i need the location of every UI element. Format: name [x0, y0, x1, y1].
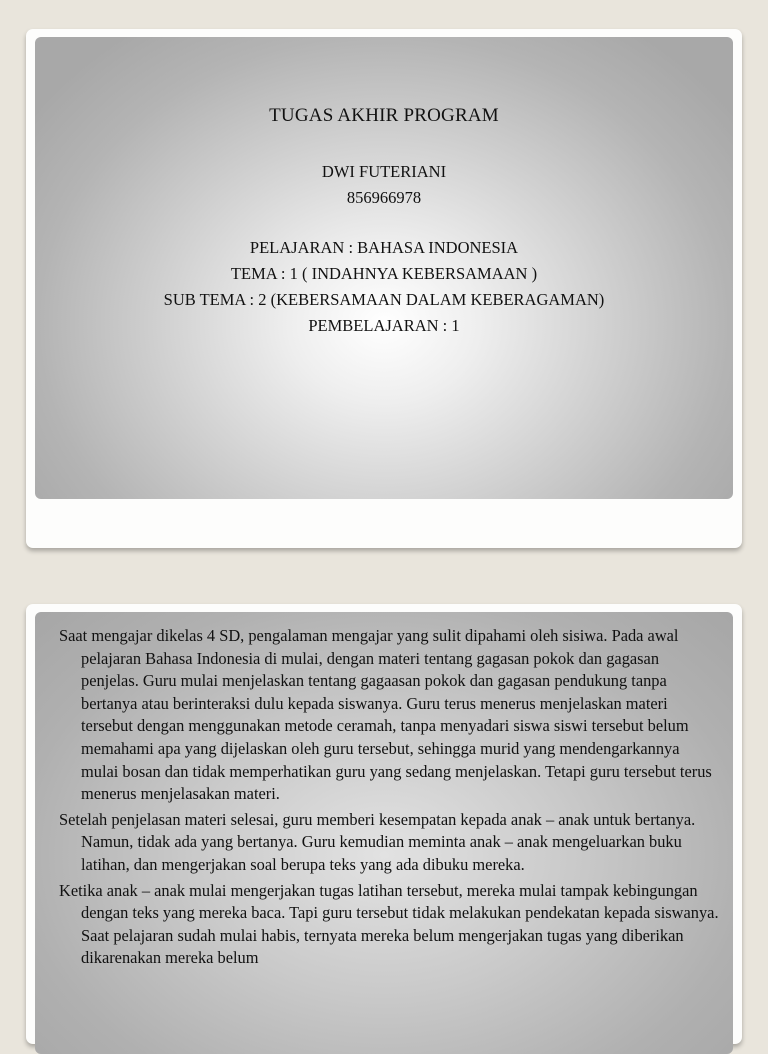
reflection-text: [59, 625, 719, 973]
theme-line: TEMA : 1 ( INDAHNYA KEBERSAMAAN ): [230, 264, 538, 283]
author-name: DWI FUTERIANI: [321, 162, 447, 181]
slide-title: TUGAS AKHIR PROGRAM: [269, 105, 499, 126]
paragraph: Ketika anak – anak mulai mengerjakan tugas latihan tersebut, mereka mulai tampak kebingungan dengan teks yang mereka baca. Tapi guru tersebut tidak melakukan pendekatan kepada siswanya. Saat pelajaran sudah mulai habis, ternyata mereka belum mengerjakan tugas yang diberikan dikarenakan mereka belum: [59, 880, 719, 968]
subtheme-line: SUB TEMA : 2 (KEBERSAMAAN DALAM KEBERAGAMAN): [163, 290, 605, 309]
paragraph: Setelah penjelasan materi selesai, guru memberi kesempatan kepada anak – anak untuk bertanya. Namun, tidak ada yang bertanya. Guru kemudian meminta anak – anak mengeluarkan buku latihan, dan mengerjakan soal berupa teks yang ada dibuku mereka.: [59, 809, 696, 874]
paragraph: Saat mengajar dikelas 4 SD, pengalaman mengajar yang sulit dipahami oleh sisiwa. Pada awal pelajaran Bahasa Indonesia di mulai, dengan materi tentang gagasan pokok dan gagasan penjelas. Guru mulai menjelaskan tentang gagaasan pokok dan gagasan pendukung tanpa bertanya atau berinteraksi dulu kepada siswanya. Guru terus menerus menjelaskan materi tersebut dengan menggunakan metode ceramah, tanpa menyadari siswa siswi tersebut belum memahami apa yang dijelaskan oleh guru tersebut, sehingga murid yang mendengarkannya mulai bosan dan tidak memperhatikan guru yang sedang menjelaskan. Tetapi guru tersebut terus menerus menjelasakan materi.: [59, 626, 712, 804]
lesson-line: PEMBELAJARAN : 1: [308, 316, 460, 335]
title-slide-panel: [35, 37, 733, 499]
content-slide: [26, 604, 742, 1044]
subject-line: PELAJARAN : BAHASA INDONESIA: [249, 238, 519, 257]
student-id: 856966978: [346, 188, 422, 207]
content-slide-panel: [35, 612, 733, 1054]
title-slide: [26, 29, 742, 548]
